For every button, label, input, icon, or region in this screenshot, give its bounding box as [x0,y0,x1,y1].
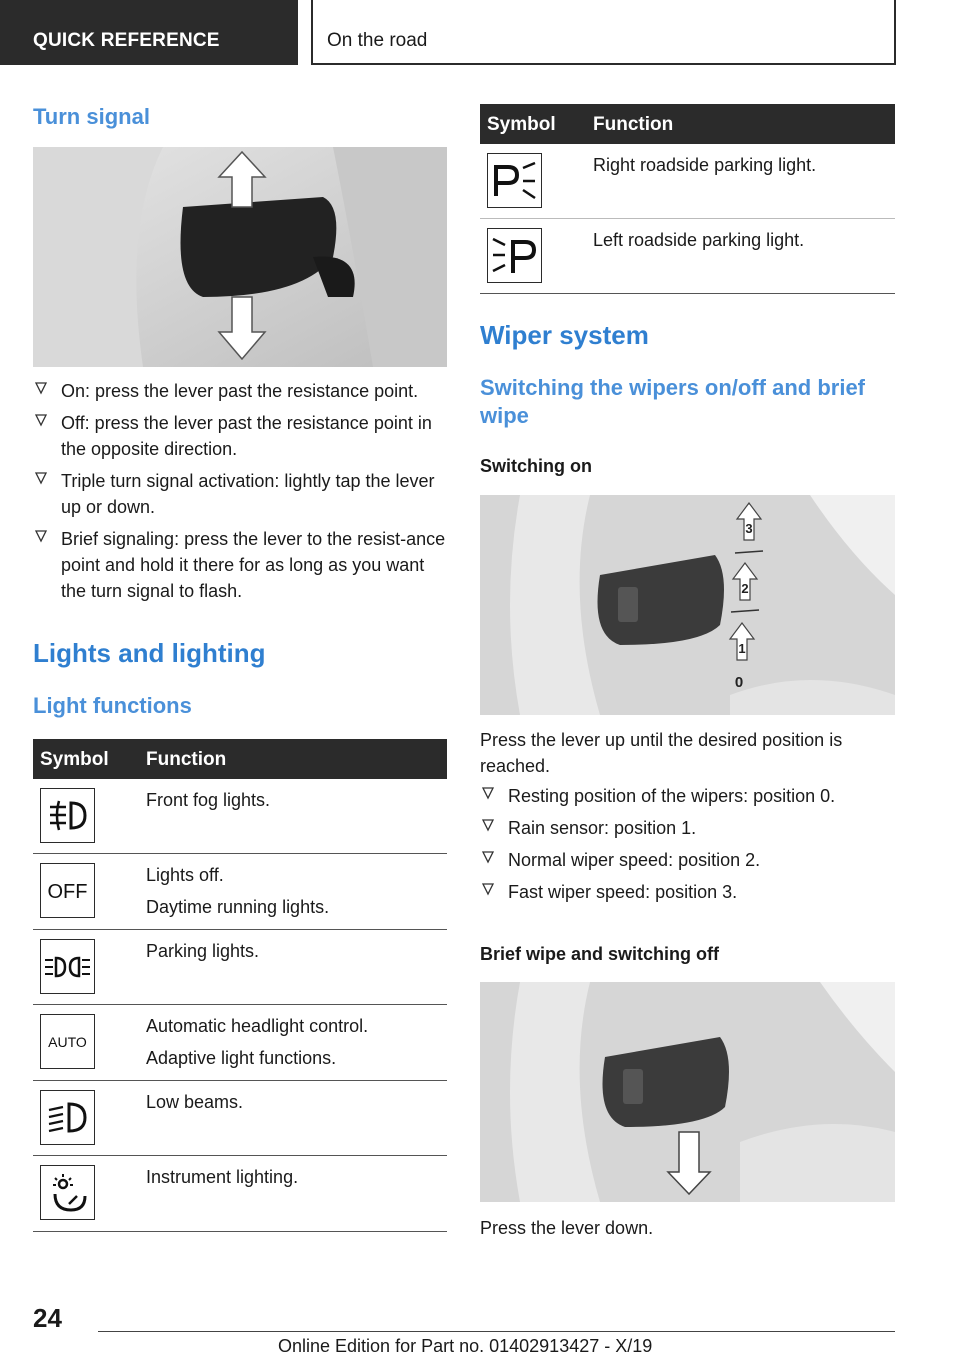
list-item: Normal wiper speed: position 2. [480,847,895,873]
triangle-bullet-icon [482,818,494,832]
footer-divider [98,1331,895,1332]
turn-signal-photo [33,147,447,367]
header-section-tab [0,0,298,65]
table-row [33,779,447,854]
footer-edition: Online Edition for Part no. 01402913427 - X/19 [278,1336,653,1356]
table-row [33,930,447,1005]
list-item: Fast wiper speed: position 3. [480,879,895,905]
brief-wipe-heading: Brief wipe and switching off [480,944,720,964]
function-column-header: Function [593,114,674,135]
position-3-label: 3 [745,521,753,536]
position-0-label: 0 [734,674,744,691]
switching-on-heading: Switching on [480,456,592,476]
header-chapter-label: On the road [327,30,428,51]
list-item: Rain sensor: position 1. [480,815,895,841]
function-cell: Left roadside parking light. [593,230,805,250]
triangle-bullet-icon [482,882,494,896]
function-cell: Front fog lights. [146,790,271,810]
function-cell: Right roadside parking light. [593,155,817,175]
symbol-column-header: Symbol [40,749,109,770]
function-cell: Parking lights. [146,941,260,961]
list-item: On: press the lever past the resistance point. [33,378,447,404]
instrument-lighting-icon [40,1165,95,1220]
turn-signal-title: Turn signal [33,104,150,129]
page-number: 24 [33,1303,62,1333]
low-beams-icon [40,1090,95,1145]
function-cell: Low beams. [146,1092,244,1112]
triangle-bullet-icon [35,529,47,543]
parking-light-table [480,104,895,294]
table-row [33,1081,447,1156]
function-cell: Automatic headlight control. Adaptive light functions. [146,1016,369,1068]
light-functions-subtitle: Light functions [33,693,192,718]
brief-wipe-text: Press the lever down. [480,1218,654,1238]
parking-lights-icon [40,939,95,994]
triangle-bullet-icon [35,471,47,485]
off-icon [40,863,95,918]
wiper-brief-wipe-photo [480,982,895,1202]
svg-text:AUTO: AUTO [48,1034,87,1050]
function-column-header: Function [146,749,227,770]
table-row [480,144,895,219]
table-header [33,739,447,779]
wiper-position-bullets [480,783,895,911]
front-fog-lights-icon [40,788,95,843]
wiper-switching-on-photo [480,495,895,715]
position-1-label: 1 [738,641,746,656]
list-item: Triple turn signal activation: lightly tap the lever up or down. [33,468,447,520]
table-header [480,104,895,144]
function-cell: Instrument lighting. [146,1167,299,1187]
symbol-column-header: Symbol [487,114,556,135]
list-item: Resting position of the wipers: position 0. [480,783,895,809]
triangle-bullet-icon [35,381,47,395]
wiper-system-title: Wiper system [480,320,649,350]
header-section-label: QUICK REFERENCE [33,30,220,51]
function-cell: Lights off. Daytime running lights. [146,865,330,917]
wiper-subtitle: Switching the wipers on/off and brief wipe [480,375,866,428]
right-roadside-parking-icon [487,153,542,208]
triangle-bullet-icon [482,786,494,800]
svg-text:OFF: OFF [47,881,88,903]
table-row [33,854,447,930]
switching-on-intro: Press the lever up until the desired position is reached. [480,730,843,776]
list-item: Brief signaling: press the lever to the resist‐ance point and hold it there for as long as you want the turn signal to flash. [33,526,447,604]
triangle-bullet-icon [35,413,47,427]
lights-title: Lights and lighting [33,638,266,668]
table-row [33,1156,447,1232]
auto-icon [40,1014,95,1069]
table-row [33,1005,447,1081]
turn-signal-bullets [33,378,447,610]
light-functions-table [33,739,447,1232]
triangle-bullet-icon [482,850,494,864]
left-roadside-parking-icon [487,228,542,283]
table-row [480,219,895,294]
position-2-label: 2 [741,581,749,596]
list-item: Off: press the lever past the resistance point in the opposite direction. [33,410,447,462]
header-chapter-tab [311,0,896,65]
